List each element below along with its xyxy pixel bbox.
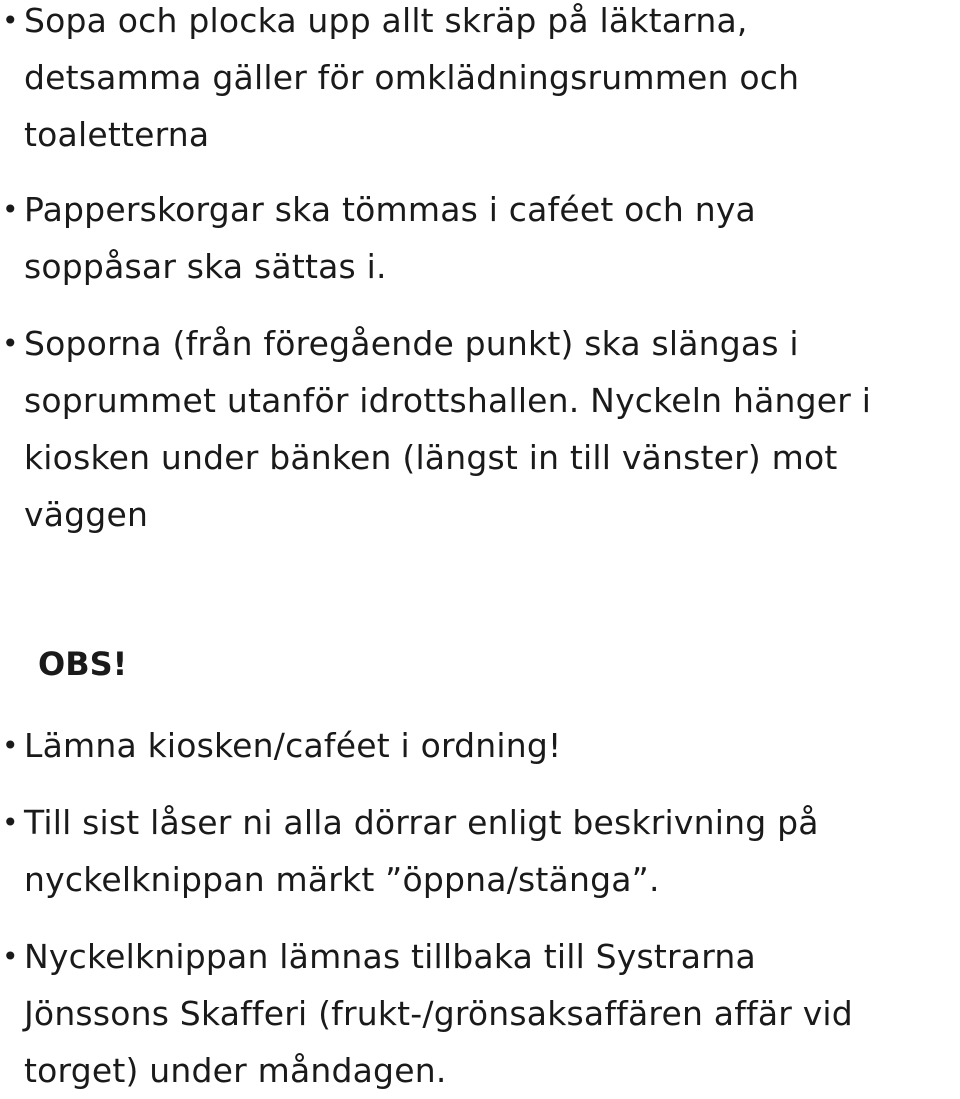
bullet-icon: • — [2, 4, 19, 37]
bullet-icon: • — [2, 729, 19, 762]
notice-heading: OBS! — [38, 645, 128, 683]
list-item-text: Till sist låser ni alla dörrar enligt beskrivning på nyckelknippan märkt ”öppna/stänga”. — [24, 803, 819, 899]
bullet-icon: • — [2, 940, 19, 973]
list-item-text: Soporna (från föregående punkt) ska slängas i soprummet utanför idrottshallen. Nyckeln hänger i kiosken under bänken (längst in till vänster) mot väggen — [24, 324, 872, 534]
bullet-icon: • — [2, 193, 19, 226]
list-item-text: Nyckelknippan lämnas tillbaka till Systrarna Jönssons Skafferi (frukt-/grönsaksaffären affär vid torget) under måndagen. — [24, 937, 853, 1090]
bullet-icon: • — [2, 806, 19, 839]
list-item-text: Lämna kiosken/caféet i ordning! — [24, 726, 562, 765]
bullet-icon: • — [2, 327, 19, 360]
list-item-text: Sopa och plocka upp allt skräp på läktarna, detsamma gäller för omklädningsrummen och toaletterna — [24, 1, 800, 154]
list-item-text: Papperskorgar ska tömmas i caféet och nya soppåsar ska sättas i. — [24, 190, 756, 286]
